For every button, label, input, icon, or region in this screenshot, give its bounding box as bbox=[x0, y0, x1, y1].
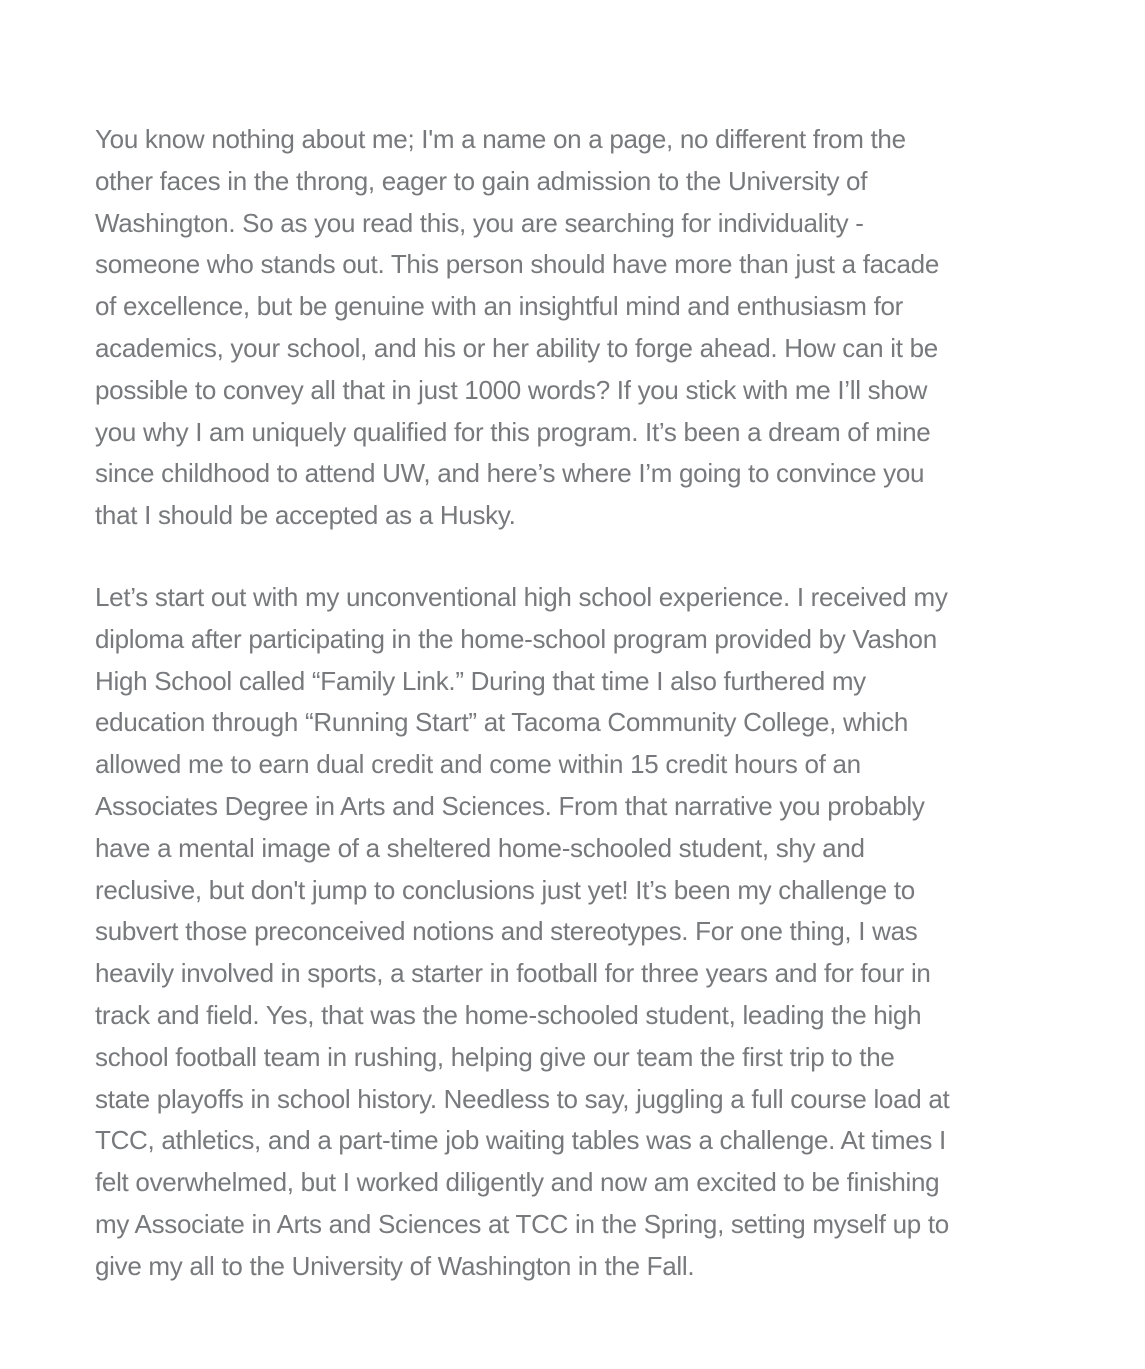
text-line: academics, your school, and his or her ability to forge ahead. How can it be bbox=[95, 332, 938, 363]
essay-text bbox=[95, 119, 1055, 1288]
text-line: someone who stands out. This person should have more than just a facade bbox=[95, 249, 939, 280]
essay-paragraph bbox=[95, 119, 1055, 537]
text-line: give my all to the University of Washington in the Fall. bbox=[95, 1250, 695, 1281]
text-line: heavily involved in sports, a starter in football for three years and for four in bbox=[95, 958, 931, 989]
text-line: have a mental image of a sheltered home-schooled student, shy and bbox=[95, 832, 865, 863]
text-line: TCC, athletics, and a part-time job waiting tables was a challenge. At times I bbox=[95, 1125, 946, 1156]
text-line: High School called “Family Link.” During that time I also furthered my bbox=[95, 665, 866, 696]
essay-paragraph bbox=[95, 577, 1055, 1288]
text-line: state playoffs in school history. Needless to say, juggling a full course load at bbox=[95, 1083, 950, 1114]
text-line: that I should be accepted as a Husky. bbox=[95, 500, 516, 531]
text-line: Let’s start out with my unconventional high school experience. I received my bbox=[95, 581, 948, 612]
text-line: since childhood to attend UW, and here’s where I’m going to convince you bbox=[95, 458, 925, 489]
text-line: Washington. So as you read this, you are searching for individuality - bbox=[95, 207, 864, 238]
text-line: allowed me to earn dual credit and come within 15 credit hours of an bbox=[95, 749, 861, 780]
text-line: track and field. Yes, that was the home-schooled student, leading the high bbox=[95, 999, 922, 1030]
text-line: subvert those preconceived notions and stereotypes. For one thing, I was bbox=[95, 916, 918, 947]
text-line: possible to convey all that in just 1000 words? If you stick with me I’ll show bbox=[95, 374, 928, 405]
text-line: felt overwhelmed, but I worked diligently and now am excited to be finishing bbox=[95, 1167, 940, 1198]
text-line: of excellence, but be genuine with an insightful mind and enthusiasm for bbox=[95, 291, 904, 322]
text-line: other faces in the throng, eager to gain admission to the University of bbox=[95, 165, 868, 196]
text-line: Associates Degree in Arts and Sciences. From that narrative you probably bbox=[95, 790, 925, 821]
text-line: you why I am uniquely qualified for this program. It’s been a dream of mine bbox=[95, 416, 931, 447]
text-line: diploma after participating in the home-school program provided by Vashon bbox=[95, 623, 937, 654]
text-line: my Associate in Arts and Sciences at TCC in the Spring, setting myself up to bbox=[95, 1208, 949, 1239]
text-line: reclusive, but don't jump to conclusions just yet! It’s been my challenge to bbox=[95, 874, 915, 905]
text-line: education through “Running Start” at Tacoma Community College, which bbox=[95, 707, 908, 738]
text-line: You know nothing about me; I'm a name on a page, no different from the bbox=[95, 124, 906, 154]
text-line: school football team in rushing, helping give our team the first trip to the bbox=[95, 1041, 895, 1072]
